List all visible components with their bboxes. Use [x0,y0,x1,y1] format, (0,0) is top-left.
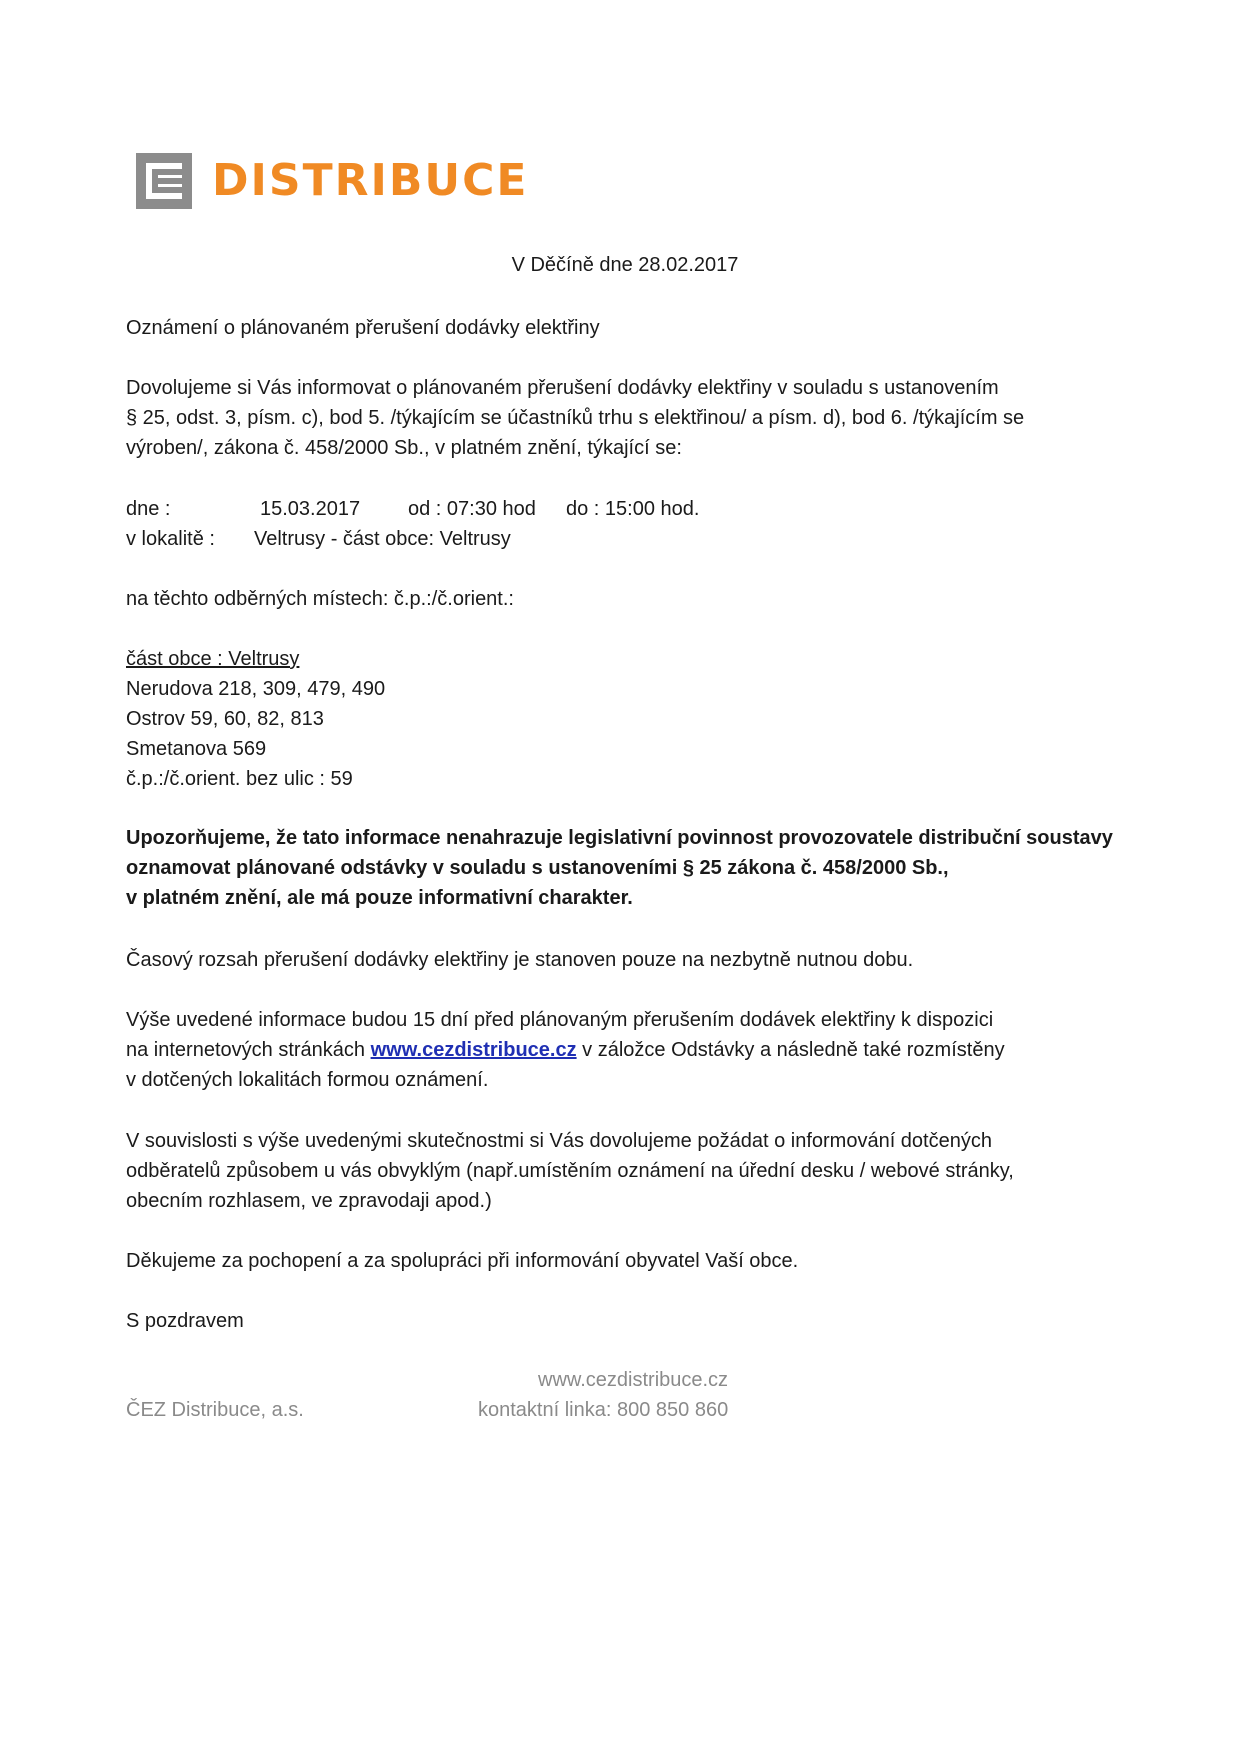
footer-website: www.cezdistribuce.cz [538,1369,729,1391]
web-info-line [126,1035,1126,1065]
address-item: Smetanova 569 [126,738,267,760]
intro-line: § 25, odst. 3, písm. c), bod 5. /týkajícím se účastníků trhu s elektřinou/ a písm. d), bod 6. /týkajícím se [126,407,1025,429]
address-item: Nerudova 218, 309, 479, 490 [126,678,386,700]
outage-date-value: 15.03.2017 [260,498,361,520]
request-line: obecním rozhlasem, ve zpravodaji apod.) [126,1190,492,1212]
cez-logo-icon [136,153,192,209]
outage-location-label: v lokalitě : [126,528,215,550]
intro-line: výroben/, zákona č. 458/2000 Sb., v platném znění, týkající se: [126,437,682,459]
warning-line: v platném znění, ale má pouze informativní charakter. [126,887,633,909]
intro-line: Dovolujeme si Vás informovat o plánovaném přerušení dodávky elektřiny v souladu s ustanovením [126,377,999,399]
footer-contact-line: kontaktní linka: 800 850 860 [478,1399,729,1421]
website-link[interactable]: www.cezdistribuce.cz [370,1039,577,1061]
warning-paragraph [126,823,1126,913]
address-item: č.p.:/č.orient. bez ulic : 59 [126,768,353,790]
outage-location-row [126,524,1126,554]
outage-date-label: dne : [126,498,171,520]
address-part-heading: část obce : Veltrusy [126,648,300,670]
greeting: S pozdravem [126,1310,244,1332]
request-line: odběratelů způsobem u vás obvyklým (např.umístěním oznámení na úřední desku / webové stránky, [126,1160,1014,1182]
request-line: V souvislosti s výše uvedenými skutečnostmi si Vás dovolujeme požádat o informování dotčených [126,1130,992,1152]
warning-line: oznamovat plánované odstávky v souladu s ustanoveními § 25 zákona č. 458/2000 Sb., [126,857,949,879]
address-list [126,644,1126,794]
thanks-paragraph: Děkujeme za pochopení a za spolupráci při informování obyvatel Vaší obce. [126,1250,799,1272]
request-paragraph [126,1126,1126,1216]
outage-location-value: Veltrusy - část obce: Veltrusy [254,528,511,550]
web-info-paragraph [126,1005,1126,1095]
web-info-line: Výše uvedené informace budou 15 dní před plánovaným přerušením dodávek elektřiny k dispozici [126,1009,994,1031]
web-info-text: na internetových stránkách [126,1039,371,1061]
logo-wordmark: DISTRIBUCE [212,155,529,206]
outage-to: do : 15:00 hod. [566,498,700,520]
intro-paragraph [126,373,1126,463]
web-info-line: v dotčených lokalitách formou oznámení. [126,1069,489,1091]
places-heading: na těchto odběrných místech: č.p.:/č.orient.: [126,588,514,610]
address-item: Ostrov 59, 60, 82, 813 [126,708,324,730]
outage-details [126,494,1126,554]
warning-line: Upozorňujeme, že tato informace nenahrazuje legislativní povinnost provozovatele distribuční soustavy [126,827,1113,849]
company-logo [136,152,528,210]
footer-company: ČEZ Distribuce, a.s. [126,1399,304,1421]
web-info-text: v záložce Odstávky a následně také rozmístěny [576,1039,1005,1061]
place-date-line: V Děčíně dne 28.02.2017 [511,254,739,276]
outage-from: od : 07:30 hod [408,498,536,520]
time-scope-paragraph: Časový rozsah přerušení dodávky elektřiny je stanoven pouze na nezbytně nutnou dobu. [126,949,914,971]
letter-title: Oznámení o plánovaném přerušení dodávky elektřiny [126,317,600,339]
outage-date-row [126,494,1126,524]
